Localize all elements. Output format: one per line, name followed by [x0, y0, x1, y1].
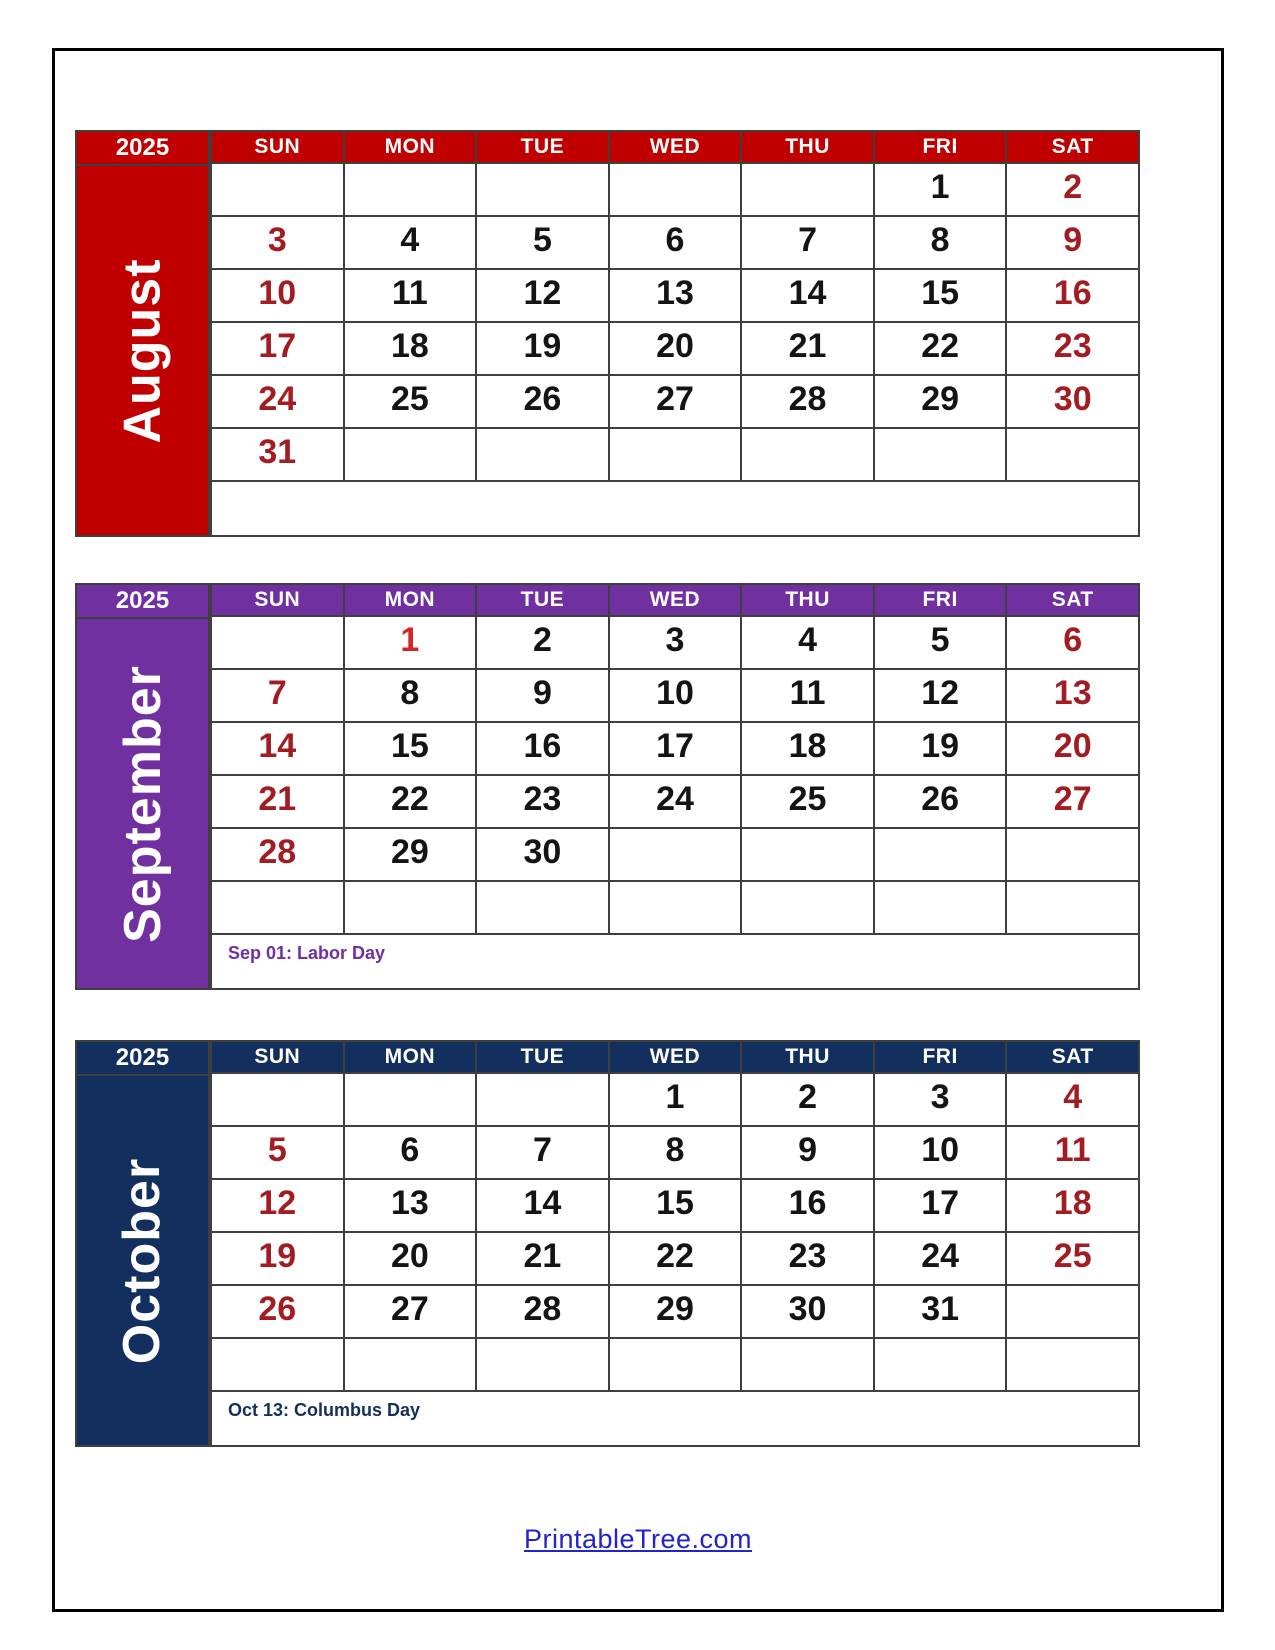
day-cell: 10 [210, 270, 343, 323]
year-label: 2025 [77, 132, 208, 166]
weekday-header: SUN [210, 132, 343, 162]
footer-link[interactable]: PrintableTree.com [523, 1524, 753, 1554]
day-cell: 14 [740, 270, 873, 323]
day-cell [210, 617, 343, 670]
day-cell: 6 [343, 1127, 476, 1180]
day-cell: 17 [873, 1180, 1006, 1233]
weekday-header-row [210, 130, 1140, 164]
month-name-wrap [77, 1076, 208, 1445]
month-name: October [113, 1157, 172, 1364]
day-cell [343, 164, 476, 217]
day-cell: 28 [740, 376, 873, 429]
day-cell: 12 [475, 270, 608, 323]
day-cell [475, 1074, 608, 1127]
day-cell: 26 [873, 776, 1006, 829]
notes-row [210, 1392, 1140, 1447]
day-cell: 24 [873, 1233, 1006, 1286]
day-cell [740, 429, 873, 482]
weekday-header: MON [343, 585, 476, 615]
day-cell: 12 [873, 670, 1006, 723]
year-label: 2025 [77, 1042, 208, 1076]
day-cell: 2 [740, 1074, 873, 1127]
day-cell: 3 [608, 617, 741, 670]
day-cell: 9 [740, 1127, 873, 1180]
weekday-header: WED [608, 132, 741, 162]
day-cell [343, 429, 476, 482]
weeks-grid [210, 1074, 1140, 1392]
day-cell [475, 164, 608, 217]
day-cell: 15 [873, 270, 1006, 323]
month-strip [75, 583, 210, 990]
day-cell: 12 [210, 1180, 343, 1233]
day-cell: 10 [873, 1127, 1006, 1180]
day-cell [475, 1339, 608, 1392]
month-note [212, 482, 1138, 490]
day-cell [608, 429, 741, 482]
weekday-header: SAT [1005, 1042, 1138, 1072]
day-cell [873, 1339, 1006, 1392]
day-cell: 20 [1005, 723, 1138, 776]
day-cell: 23 [1005, 323, 1138, 376]
month-strip [75, 130, 210, 537]
day-cell: 7 [210, 670, 343, 723]
day-cell: 4 [343, 217, 476, 270]
day-cell: 19 [210, 1233, 343, 1286]
day-cell: 8 [873, 217, 1006, 270]
month-name: September [113, 664, 172, 943]
day-cell [1005, 882, 1138, 935]
day-cell: 7 [740, 217, 873, 270]
day-cell: 15 [343, 723, 476, 776]
day-cell: 5 [475, 217, 608, 270]
day-cell: 13 [608, 270, 741, 323]
day-cell: 22 [343, 776, 476, 829]
day-cell: 11 [343, 270, 476, 323]
month-calendar [75, 130, 1140, 537]
day-cell [740, 829, 873, 882]
day-cell [740, 1339, 873, 1392]
day-cell: 2 [475, 617, 608, 670]
day-cell: 20 [343, 1233, 476, 1286]
day-cell: 1 [873, 164, 1006, 217]
day-cell: 8 [608, 1127, 741, 1180]
weekday-header: TUE [475, 132, 608, 162]
day-cell: 10 [608, 670, 741, 723]
weeks-grid [210, 164, 1140, 482]
day-cell: 6 [608, 217, 741, 270]
day-cell: 25 [1005, 1233, 1138, 1286]
day-cell [210, 164, 343, 217]
day-cell: 18 [1005, 1180, 1138, 1233]
day-cell: 6 [1005, 617, 1138, 670]
weekday-header-row [210, 1040, 1140, 1074]
day-cell: 7 [475, 1127, 608, 1180]
day-cell: 22 [608, 1233, 741, 1286]
day-cell: 5 [873, 617, 1006, 670]
weekday-header: MON [343, 132, 476, 162]
day-cell: 27 [343, 1286, 476, 1339]
weekday-header: SUN [210, 1042, 343, 1072]
day-cell [1005, 429, 1138, 482]
day-cell: 30 [1005, 376, 1138, 429]
day-cell: 14 [475, 1180, 608, 1233]
weekday-header: THU [740, 1042, 873, 1072]
weekday-header: THU [740, 132, 873, 162]
footer [52, 1524, 1224, 1555]
day-cell [873, 829, 1006, 882]
day-cell: 24 [210, 376, 343, 429]
day-cell: 29 [608, 1286, 741, 1339]
month-note: Oct 13: Columbus Day [228, 1400, 421, 1420]
day-cell: 30 [475, 829, 608, 882]
day-cell: 16 [740, 1180, 873, 1233]
day-cell: 9 [1005, 217, 1138, 270]
weekday-header: MON [343, 1042, 476, 1072]
day-cell [608, 882, 741, 935]
day-cell [1005, 829, 1138, 882]
day-cell: 18 [343, 323, 476, 376]
day-cell: 11 [1005, 1127, 1138, 1180]
notes-row [210, 935, 1140, 990]
day-cell: 17 [608, 723, 741, 776]
day-cell: 19 [873, 723, 1006, 776]
weeks-grid [210, 617, 1140, 935]
day-cell: 26 [475, 376, 608, 429]
day-cell [475, 882, 608, 935]
weekday-header: SAT [1005, 132, 1138, 162]
month-name: August [113, 257, 172, 444]
day-cell: 3 [210, 217, 343, 270]
weekday-header: FRI [873, 585, 1006, 615]
day-cell: 25 [740, 776, 873, 829]
day-cell: 30 [740, 1286, 873, 1339]
day-cell: 29 [873, 376, 1006, 429]
weekday-header: TUE [475, 585, 608, 615]
month-name-wrap [77, 166, 208, 535]
day-cell [608, 1339, 741, 1392]
weekday-header: THU [740, 585, 873, 615]
month-name-wrap [77, 619, 208, 988]
weekday-header: FRI [873, 132, 1006, 162]
day-cell: 23 [475, 776, 608, 829]
day-cell: 28 [210, 829, 343, 882]
day-cell [210, 882, 343, 935]
day-cell [608, 164, 741, 217]
day-cell [1005, 1286, 1138, 1339]
day-cell: 19 [475, 323, 608, 376]
weekday-header: WED [608, 1042, 741, 1072]
day-cell: 23 [740, 1233, 873, 1286]
notes-row [210, 482, 1140, 537]
day-cell [210, 1074, 343, 1127]
day-cell: 25 [343, 376, 476, 429]
day-cell: 31 [873, 1286, 1006, 1339]
day-cell: 1 [608, 1074, 741, 1127]
year-label: 2025 [77, 585, 208, 619]
weekday-header-row [210, 583, 1140, 617]
day-cell: 5 [210, 1127, 343, 1180]
day-cell: 22 [873, 323, 1006, 376]
day-cell: 18 [740, 723, 873, 776]
month-note: Sep 01: Labor Day [228, 943, 386, 963]
month-calendar [75, 1040, 1140, 1447]
day-cell: 2 [1005, 164, 1138, 217]
weekday-header: SUN [210, 585, 343, 615]
day-cell: 11 [740, 670, 873, 723]
day-cell [873, 882, 1006, 935]
day-cell: 16 [475, 723, 608, 776]
weekday-header: FRI [873, 1042, 1006, 1072]
day-cell: 9 [475, 670, 608, 723]
month-calendar [75, 583, 1140, 990]
day-cell [740, 164, 873, 217]
month-strip [75, 1040, 210, 1447]
day-cell: 17 [210, 323, 343, 376]
day-cell: 26 [210, 1286, 343, 1339]
day-cell [343, 1074, 476, 1127]
weekday-header: WED [608, 585, 741, 615]
day-cell: 21 [475, 1233, 608, 1286]
day-cell: 27 [608, 376, 741, 429]
day-cell: 14 [210, 723, 343, 776]
day-cell [343, 1339, 476, 1392]
day-cell [475, 429, 608, 482]
day-cell: 31 [210, 429, 343, 482]
day-cell: 4 [1005, 1074, 1138, 1127]
day-cell: 29 [343, 829, 476, 882]
day-cell [1005, 1339, 1138, 1392]
day-cell: 15 [608, 1180, 741, 1233]
day-cell [873, 429, 1006, 482]
day-cell: 27 [1005, 776, 1138, 829]
day-cell: 13 [343, 1180, 476, 1233]
day-cell: 3 [873, 1074, 1006, 1127]
day-cell [210, 1339, 343, 1392]
day-cell: 24 [608, 776, 741, 829]
day-cell: 1 [343, 617, 476, 670]
day-cell: 4 [740, 617, 873, 670]
day-cell: 8 [343, 670, 476, 723]
day-cell [343, 882, 476, 935]
weekday-header: SAT [1005, 585, 1138, 615]
day-cell: 21 [210, 776, 343, 829]
day-cell: 13 [1005, 670, 1138, 723]
day-cell [740, 882, 873, 935]
day-cell: 16 [1005, 270, 1138, 323]
day-cell [608, 829, 741, 882]
weekday-header: TUE [475, 1042, 608, 1072]
day-cell: 21 [740, 323, 873, 376]
day-cell: 28 [475, 1286, 608, 1339]
day-cell: 20 [608, 323, 741, 376]
